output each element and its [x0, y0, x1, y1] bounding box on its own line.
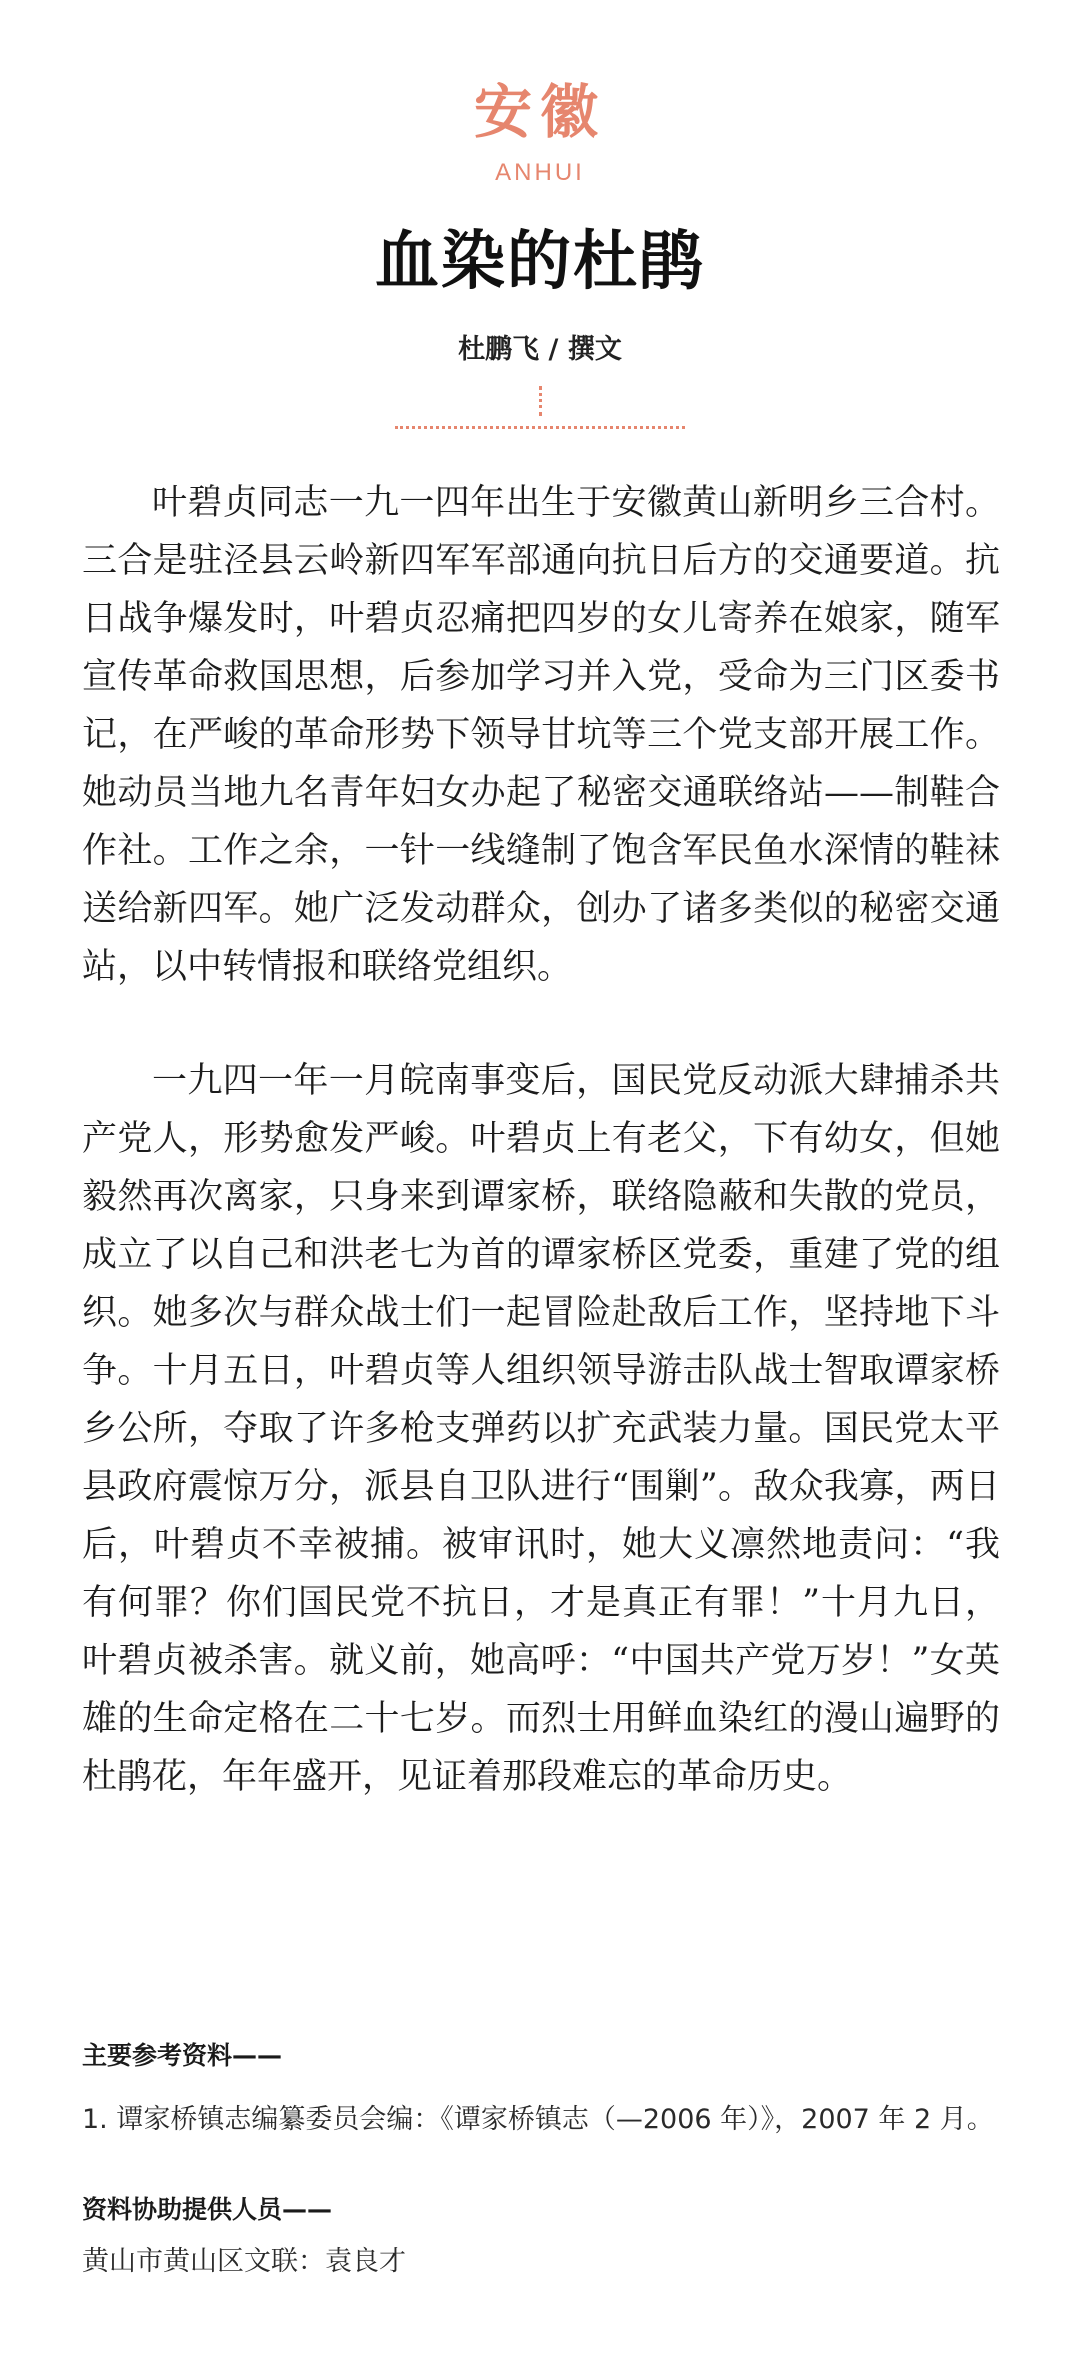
- article-header: [0, 72, 1080, 442]
- province-title-en: ANHUI: [495, 159, 585, 186]
- article-paragraph: 叶碧贞同志一九一四年出生于安徽黄山新明乡三合村。三合是驻泾县云岭新四军军部通向抗日后方的交通要道。抗日战争爆发时，叶碧贞忍痛把四岁的女儿寄养在娘家，随军宣传革命救国思想，后参加学习并入党，受命为三门区委书记，在严峻的革命形势下领导甘坑等三个党支部开展工作。她动员当地九名青年妇女办起了秘密交通联络站——制鞋合作社。工作之余，一针一线缝制了饱含军民鱼水深情的鞋袜送给新四军。她广泛发动群众，创办了诸多类似的秘密交通站，以中转情报和联络党组织。: [82, 483, 1000, 987]
- article-body: [82, 474, 1000, 1862]
- article-paragraph: 一九四一年一月皖南事变后，国民党反动派大肆捕杀共产党人，形势愈发严峻。叶碧贞上有老父，下有幼女，但她毅然再次离家，只身来到谭家桥，联络隐蔽和失散的党员，成立了以自己和洪老七为首的谭家桥区党委，重建了党的组织。她多次与群众战士们一起冒险赴敌后工作，坚持地下斗争。十月五日，叶碧贞等人组织领导游击队战士智取谭家桥乡公所，夺取了许多枪支弹药以扩充武装力量。国民党太平县政府震惊万分，派县自卫队进行“围剿”。敌众我寡，两日后，叶碧贞不幸被捕。被审讯时，她大义凛然地责问：“我有何罪？你们国民党不抗日，才是真正有罪！”十月九日，叶碧贞被杀害。就义前，她高呼：“中国共产党万岁！”女英雄的生命定格在二十七岁。而烈士用鲜血染红的漫山遍野的杜鹃花，年年盛开，见证着那段难忘的革命历史。: [82, 1061, 1000, 1797]
- references-section: [82, 2038, 1022, 2282]
- dotted-divider: [395, 382, 685, 442]
- contributors-text: 黄山市黄山区文联：袁良才: [82, 2246, 406, 2277]
- author-byline: 杜鹏飞 / 撰文: [458, 334, 622, 365]
- reference-item: 1. 谭家桥镇志编纂委员会编：《谭家桥镇志（—2006 年）》，2007 年 2 月。: [82, 2104, 994, 2135]
- contributors-heading: 资料协助提供人员——: [82, 2195, 333, 2224]
- dotted-divider-vertical: [539, 386, 542, 416]
- references-heading: 主要参考资料——: [82, 2041, 283, 2070]
- province-title: 安徽: [473, 78, 606, 146]
- article-title: 血染的杜鹃: [375, 225, 705, 299]
- dotted-divider-horizontal: [395, 426, 685, 429]
